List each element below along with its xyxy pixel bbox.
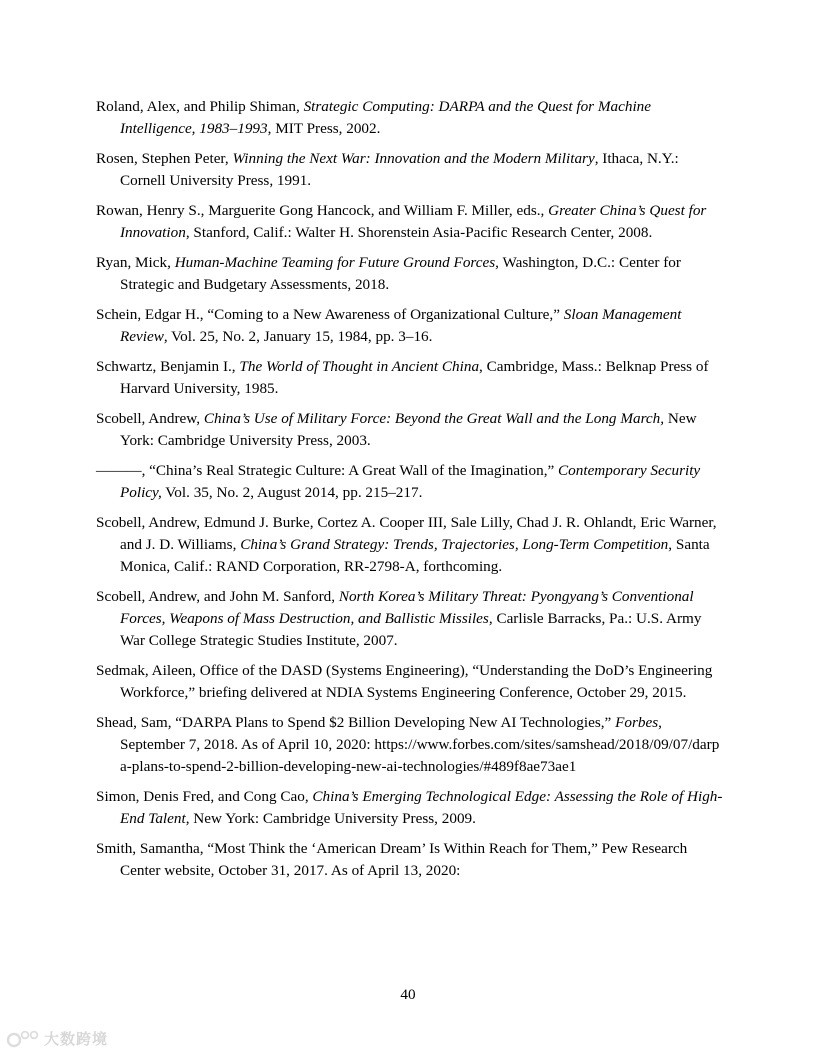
reference-text: Schwartz, Benjamin I., <box>96 358 240 375</box>
reference-text: Smith, Samantha, “Most Think the ‘American Dream’ Is Within Reach for Them,” Pew Research Center website, October 31, 2017. As of April 13, 2020: <box>96 840 688 879</box>
reference-text: , MIT Press, 2002. <box>267 120 381 137</box>
reference-text: , Vol. 25, No. 2, January 15, 1984, pp. 3–16. <box>163 328 433 345</box>
reference-text: Schein, Edgar H., “Coming to a New Awareness of Organizational Culture,” <box>96 306 564 323</box>
reference-title: Forbes <box>615 714 659 731</box>
reference-text: Scobell, Andrew, and John M. Sanford, <box>96 588 339 605</box>
reference-text: Rowan, Henry S., Marguerite Gong Hancock, and William F. Miller, eds., <box>96 202 549 219</box>
reference-entry <box>96 304 724 348</box>
reference-entry <box>96 460 724 504</box>
reference-entry <box>96 408 724 452</box>
reference-entry <box>96 712 724 778</box>
reference-title: The World of Thought in Ancient China <box>239 358 480 375</box>
reference-text: , Santa Monica, Calif.: RAND Corporation, RR-2798-A, forthcoming. <box>120 536 710 575</box>
reference-entry <box>96 252 724 296</box>
reference-text: , Cambridge, Mass.: Belknap Press of Harvard University, 1985. <box>120 358 709 397</box>
reference-entry <box>96 148 724 192</box>
reference-entry <box>96 586 724 652</box>
reference-text: Simon, Denis Fred, and Cong Cao, <box>96 788 313 805</box>
page-number: 40 <box>400 986 416 1003</box>
reference-entry <box>96 200 724 244</box>
reference-text: ———, “China’s Real Strategic Culture: A Great Wall of the Imagination,” <box>96 462 559 479</box>
reference-title: North Korea’s Military Threat: Pyongyang’s Conventional Forces, Weapons of Mass Destruction, and Ballistic Missiles <box>120 588 694 627</box>
reference-title: China’s Use of Military Force: Beyond the Great Wall and the Long March, <box>203 410 665 427</box>
reference-text: Rosen, Stephen Peter, <box>96 150 233 167</box>
reference-title: Winning the Next War: Innovation and the Modern Military <box>232 150 595 167</box>
watermark-text: 大数跨境 <box>44 1030 109 1048</box>
reference-text: , Ithaca, N.Y.: Cornell University Press, 1991. <box>120 150 679 189</box>
reference-title: Human-Machine Teaming for Future Ground Forces <box>174 254 496 271</box>
watermark-logo-icon <box>6 1029 40 1049</box>
reference-text: Vol. 35, No. 2, August 2014, pp. 215–217. <box>161 484 423 501</box>
reference-text: Ryan, Mick, <box>96 254 175 271</box>
reference-text: Roland, Alex, and Philip Shiman, <box>96 98 304 115</box>
reference-text: Scobell, Andrew, <box>96 410 204 427</box>
reference-entry <box>96 512 724 578</box>
reference-text: , September 7, 2018. As of April 10, 2020: <box>120 714 662 753</box>
reference-entry <box>96 356 724 400</box>
reference-entry <box>96 838 724 882</box>
reference-text: , New York: Cambridge University Press, 2009. <box>185 810 476 827</box>
reference-text: Shead, Sam, “DARPA Plans to Spend $2 Billion Developing New AI Technologies,” <box>96 714 616 731</box>
reference-text: Sedmak, Aileen, Office of the DASD (Systems Engineering), “Understanding the DoD’s Engineering Workforce,” briefing delivered at NDIA Systems Engineering Conference, October 29, 2015. <box>96 662 713 701</box>
reference-title: China’s Grand Strategy: Trends, Trajectories, Long-Term Competition <box>240 536 669 553</box>
reference-title: Strategic Computing: DARPA and the Quest for Machine Intelligence, 1983–1993 <box>120 98 652 137</box>
reference-title: Sloan Management Review <box>120 306 682 345</box>
reference-text: New York: Cambridge University Press, 2003. <box>120 410 697 449</box>
reference-title: Greater China’s Quest for Innovation <box>120 202 707 241</box>
reference-url: https://www.forbes.com/sites/samshead/2018/09/07/darpa-plans-to-spend-2-billion-developing-new-ai-technologies/#489f8ae73ae1 <box>120 736 720 775</box>
reference-entry <box>96 96 724 140</box>
reference-title: Contemporary Security Policy, <box>120 462 701 501</box>
reference-entry <box>96 660 724 704</box>
reference-text: , Stanford, Calif.: Walter H. Shorenstein Asia-Pacific Research Center, 2008. <box>185 224 653 241</box>
watermark <box>6 1028 108 1049</box>
reference-text: Scobell, Andrew, Edmund J. Burke, Cortez A. Cooper III, Sale Lilly, Chad J. R. Ohlandt, Eric Warner, and J. D. Williams, <box>96 514 717 553</box>
reference-entry <box>96 786 724 830</box>
reference-title: China’s Emerging Technological Edge: Assessing the Role of High-End Talent <box>120 788 723 827</box>
reference-text: , Carlisle Barracks, Pa.: U.S. Army War College Strategic Studies Institute, 2007. <box>120 610 702 649</box>
bibliography-list <box>96 96 724 890</box>
reference-text: , Washington, D.C.: Center for Strategic and Budgetary Assessments, 2018. <box>120 254 681 293</box>
